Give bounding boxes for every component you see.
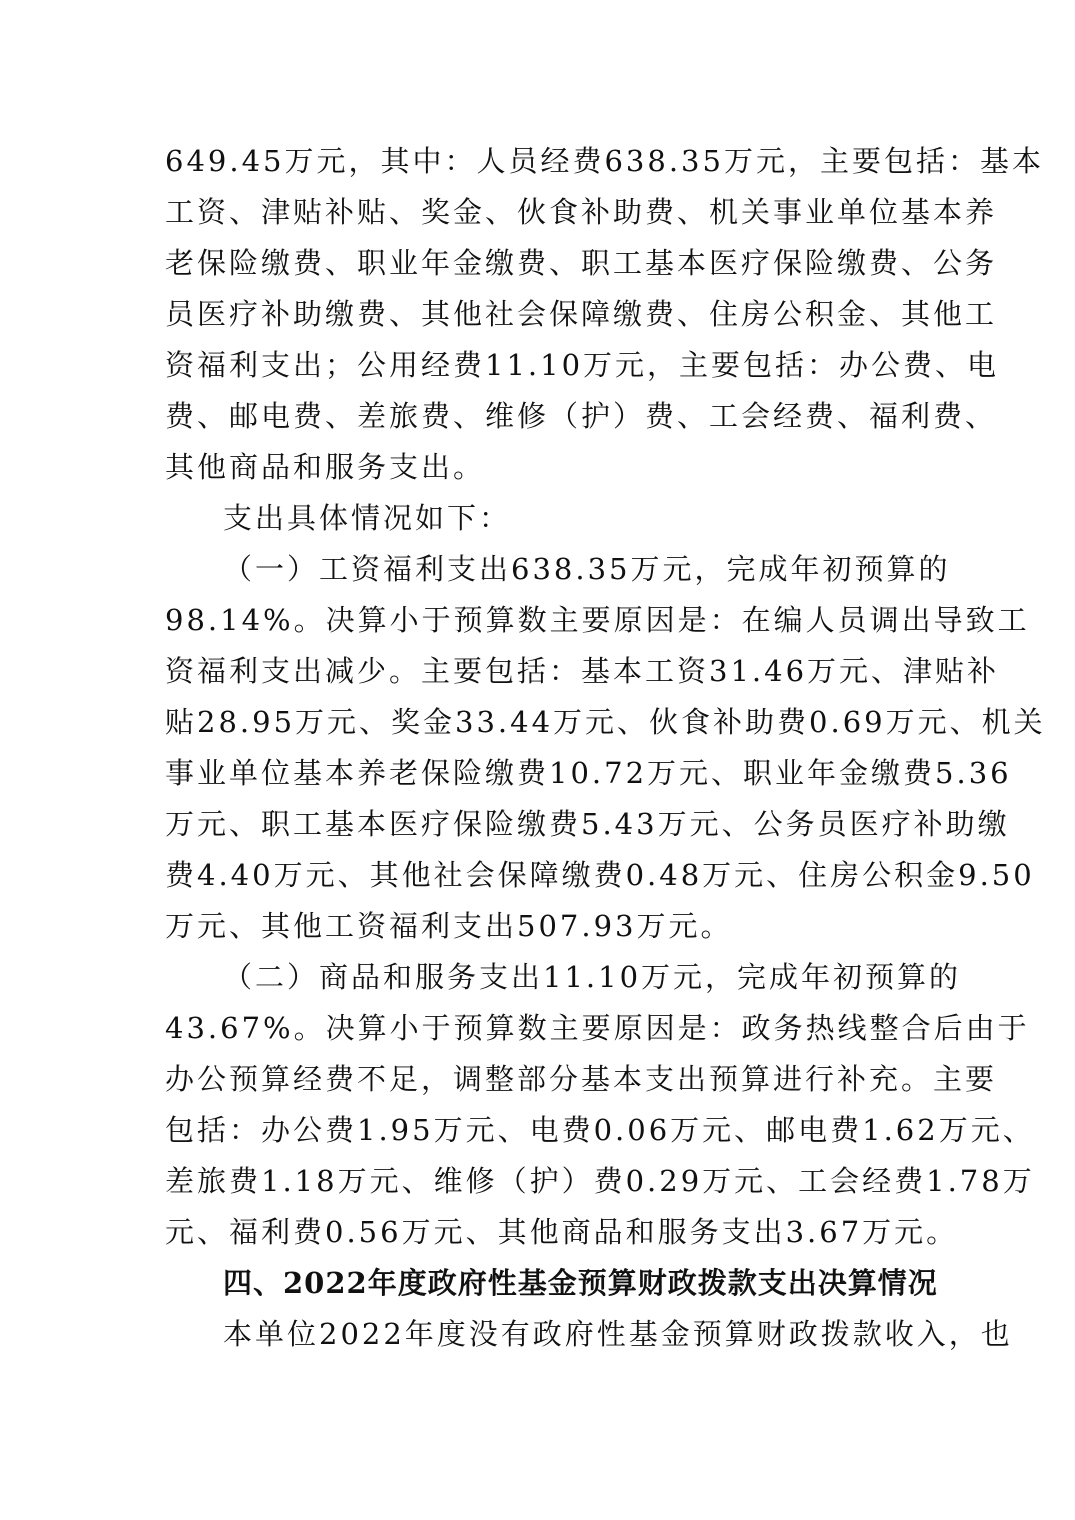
- paragraph-line: 43.67%。决算小于预算数主要原因是：政务热线整合后由于: [165, 1011, 1030, 1045]
- paragraph-line: 差旅费1.18万元、维修（护）费0.29万元、工会经费1.78万: [165, 1164, 1035, 1198]
- paragraph-line: 本单位2022年度没有政府性基金预算财政拨款收入，也: [223, 1317, 1013, 1351]
- section-heading: 四、2022年度政府性基金预算财政拨款支出决算情况: [223, 1266, 938, 1300]
- paragraph-line: 包括：办公费1.95万元、电费0.06万元、邮电费1.62万元、: [165, 1113, 1035, 1147]
- paragraph-line: （一）工资福利支出638.35万元，完成年初预算的: [223, 552, 951, 586]
- paragraph-line: 费、邮电费、差旅费、维修（护）费、工会经费、福利费、: [165, 399, 998, 433]
- paragraph-line: 事业单位基本养老保险缴费10.72万元、职业年金缴费5.36: [165, 756, 1012, 790]
- paragraph-line: 办公预算经费不足，调整部分基本支出预算进行补充。主要: [165, 1062, 998, 1096]
- paragraph-line: 资福利支出；公用经费11.10万元，主要包括：办公费、电: [165, 348, 1000, 382]
- paragraph-line: 员医疗补助缴费、其他社会保障缴费、住房公积金、其他工: [165, 297, 998, 331]
- paragraph-line: 其他商品和服务支出。: [165, 450, 486, 484]
- paragraph-line: 万元、其他工资福利支出507.93万元。: [165, 909, 733, 943]
- paragraph-line: 贴28.95万元、奖金33.44万元、伙食补助费0.69万元、机关: [165, 705, 1046, 739]
- paragraph-line: 万元、职工基本医疗保险缴费5.43万元、公务员医疗补助缴: [165, 807, 1010, 841]
- paragraph-line: 资福利支出减少。主要包括：基本工资31.46万元、津贴补: [165, 654, 1000, 688]
- paragraph-line: 支出具体情况如下：: [223, 501, 512, 535]
- paragraph-line: 费4.40万元、其他社会保障缴费0.48万元、住房公积金9.50: [165, 858, 1035, 892]
- paragraph-line: 98.14%。决算小于预算数主要原因是：在编人员调出导致工: [165, 603, 1030, 637]
- paragraph-line: 工资、津贴补贴、奖金、伙食补助费、机关事业单位基本养: [165, 195, 998, 229]
- body-text: [165, 136, 1046, 1360]
- paragraph-line: 元、福利费0.56万元、其他商品和服务支出3.67万元。: [165, 1215, 959, 1249]
- paragraph-line: 老保险缴费、职业年金缴费、职工基本医疗保险缴费、公务: [165, 246, 998, 280]
- paragraph-line: （二）商品和服务支出11.10万元，完成年初预算的: [223, 960, 962, 994]
- paragraph-line: 649.45万元，其中：人员经费638.35万元，主要包括：基本: [165, 144, 1044, 178]
